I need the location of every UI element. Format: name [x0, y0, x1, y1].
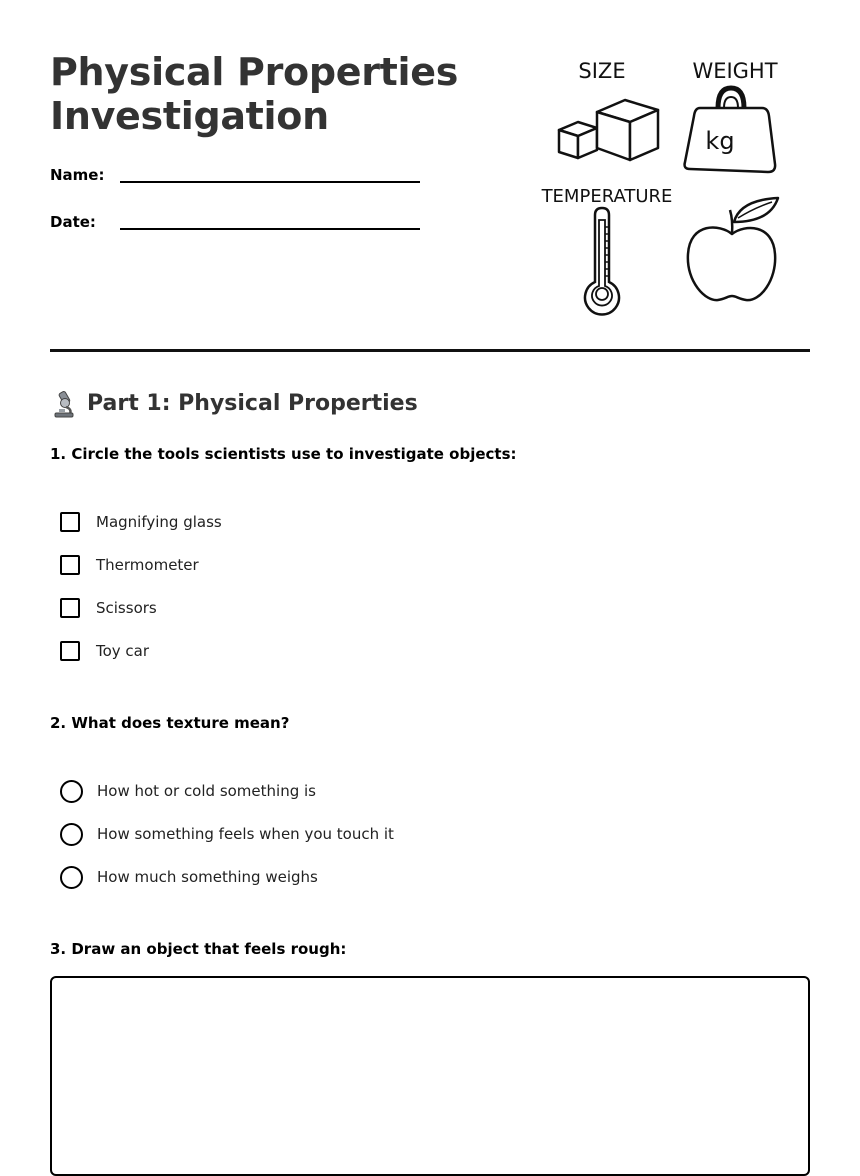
title-line-1: Physical Properties — [50, 50, 459, 94]
radio-button[interactable] — [60, 780, 83, 803]
option-thermometer[interactable] — [60, 552, 199, 578]
properties-illustration — [540, 52, 790, 317]
option-label: How hot or cold something is — [97, 782, 316, 800]
option-label: Thermometer — [96, 556, 199, 574]
option-label: How much something weighs — [97, 868, 318, 886]
option-label: Scissors — [96, 599, 157, 617]
part1-title: Part 1: Physical Properties — [87, 391, 418, 416]
date-label: Date: — [50, 213, 96, 231]
drawing-area[interactable] — [50, 976, 810, 1176]
name-line[interactable] — [120, 181, 420, 183]
checkbox[interactable] — [60, 512, 80, 532]
checkbox[interactable] — [60, 641, 80, 661]
radio-button[interactable] — [60, 866, 83, 889]
option-weighs[interactable] — [60, 864, 318, 890]
option-label: How something feels when you touch it — [97, 825, 394, 843]
option-label: Toy car — [96, 642, 150, 660]
option-feels-when-touched[interactable] — [60, 821, 394, 847]
weight-label: WEIGHT — [692, 59, 778, 83]
option-toy-car[interactable] — [60, 638, 149, 664]
title-line-2: Investigation — [50, 94, 329, 138]
radio-button[interactable] — [60, 823, 83, 846]
worksheet-title — [50, 50, 458, 138]
checkbox[interactable] — [60, 555, 80, 575]
part1-heading — [50, 388, 418, 420]
option-label: Magnifying glass — [96, 513, 222, 531]
microscope-icon — [50, 389, 78, 419]
name-label: Name: — [50, 166, 105, 184]
question-2: 2. What does texture mean? — [50, 714, 290, 732]
weight-icon — [685, 88, 776, 172]
date-line[interactable] — [120, 228, 420, 230]
temperature-label: TEMPERATURE — [541, 186, 673, 207]
option-hot-or-cold[interactable] — [60, 778, 316, 804]
name-field[interactable] — [50, 166, 430, 196]
date-field[interactable] — [50, 213, 430, 243]
size-label: SIZE — [578, 59, 626, 83]
option-scissors[interactable] — [60, 595, 157, 621]
cubes-icon — [559, 100, 658, 160]
checkbox[interactable] — [60, 598, 80, 618]
option-magnifying-glass[interactable] — [60, 509, 222, 535]
apple-icon — [688, 198, 778, 300]
thermometer-icon — [585, 208, 619, 314]
weight-unit: kg — [705, 127, 735, 155]
question-1: 1. Circle the tools scientists use to investigate objects: — [50, 445, 517, 463]
header-divider — [50, 349, 810, 352]
question-3: 3. Draw an object that feels rough: — [50, 940, 347, 958]
